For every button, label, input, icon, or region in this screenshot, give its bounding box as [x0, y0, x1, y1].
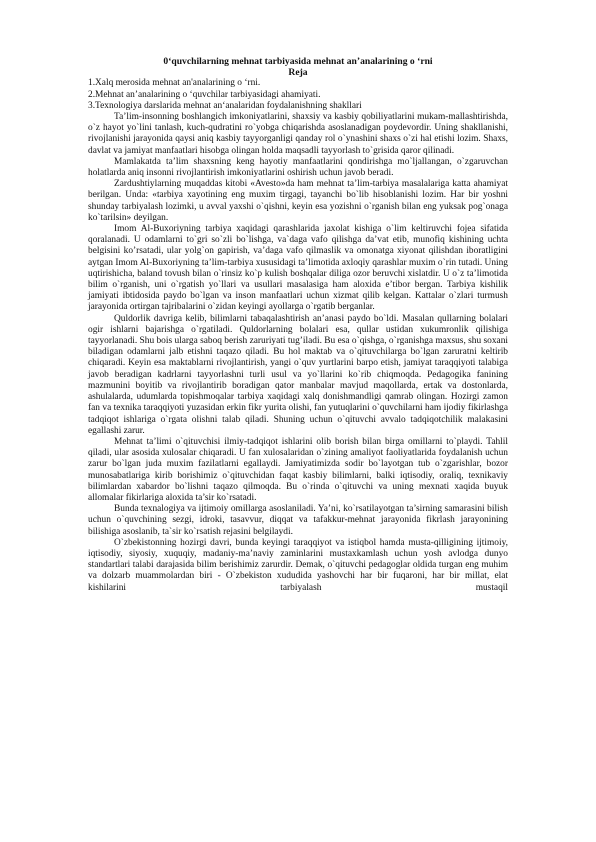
plan-item: 3.Texnologiya darslarida mehnat an‘analaridan foydalanishning shakllari	[88, 100, 362, 111]
paragraph: Mehnat ta’limi o`qituvchisi ilmiy-tadqiqot ishlarini olib borish bilan birga omillarni to`playdi. Tahlil qiladi, ular asosida xulosalar chiqaradi. U fan xulosalaridan o`zining amaliyot faoliyatlarida foydalanish uchun zarur bo`lgan juda muxim fazilatlarni egallaydi. Jamiyatimizda sodir bo`layotgan tub o`zgarishlar, bozor munosabatlariga kirib borishimiz o`qituvchidan faqat kasbiy bilimlarni, balki iqtisodiy, oraliq, texnikaviy bilimlardan xabardor bo`lishni taqazo qilmoqda. Bu o`rinda o`qituvchi va uning mexnati xaqida buyuk allomalar fikirlariga aloxida ta’sir ko`rsatadi.	[88, 436, 508, 503]
plan-item: 1.Xalq merosida mehnat an'analarining o ‘rni.	[88, 78, 261, 89]
paragraph: Bunda texnalogiya va ijtimoiy omillarga asoslaniladi. Ya’ni, ko`rsatilayotgan ta’sirning samarasini bilish uchun o`quvchining sezgi, idroki, tasavvur, diqqat va tafakkur-mehnat jarayonida fikrlash jarayonining bilishiga asoslanib, ta`sir ko`rsatish rejasini belgilaydi.	[88, 504, 508, 537]
document-page	[88, 56, 508, 594]
paragraph: Imom Al-Buxoriyning tarbiya xaqidagi qarashlarida jaxolat kishiga o`lim keltiruvchi fojea sifatida qoralanadi. U odamlarni to`gri so`zli bo`lishga, va`daga vafo qilishga da’vat etib, munofiq kishining uchta belgisini ko’rsatadi, ular yolg`on gapirish, va’daga vafo qilmaslik va omonatga xiyonat qilishdan iboratligini aytgan Imom Al-Buxoriyning ta’lim-tarbiya xususidagi ta’limotida axloqiy qarashlar muxim o`rin tutadi. Uning uqtirishicha, baland tovush bilan o`rinsiz ko`p kulish boshqalar diliga ozor beruvchi xislatdir. U o`z ta’limotida bilim o`rganish, uni o`rgatish yo`llari va usullari masalasiga ham aloxida e’tibor bergan. Tarbiya kishilik jamiyati ibtidosida paydo bo`lgan va inson manfaatlari uchun xizmat qilib kelgan. Kattalar o`zlari turmush jarayonida ortirgan tajribalarini o`zidan keyingi ayollarga o`rgatib berganlar.	[88, 224, 508, 313]
paragraph: Ta’lim-insonning boshlangich imkoniyatlarini, shaxsiy va kasbiy qobiliyatlarini mukam-mallashtirishda, o`z hayot yo`lini tanlash, kuch-qudratini ro`yobga chiqarishda asoslanadigan poydevordir. Uning shakllanishi, rivojlanishi jarayonida qaysi aniq kasbiy tayyorganligi qanday rol o`ynashini shaxs o`zi hal etishi lozim. Shaxs, davlat va jamiyat manfaatlari hisobga olingan holda maqsadli tayyorlash to`grisida qaror qilinadi.	[88, 112, 508, 156]
paragraph: Mamlakatda ta’lim shaxsning keng hayotiy manfaatlarini qondirishga mo`ljallangan, o`zgaruvchan holatlarda aniq insonni rivojlantirish imkoniyatlarini oshirish uchun javob beradi.	[88, 156, 508, 179]
plan-item: 2.Mehnat an’analarining o ‘quvchilar tarbiyasidagi ahamiyati.	[88, 89, 321, 100]
paragraph: Zardushtiylarning muqaddas kitobi «Avesto»da ham mehnat ta’lim-tarbiya masalalariga katta ahamiyat berilgan. Unda: «tarbiya xayotining eng muxim tirgagi, tayanchi bo`lib hisoblanishi lozim. Har bir yoshni shunday tarbiyalash lozimki, u avval yaxshi o`qishni, keyin esa yozishni o`rganish bilan eng yuksak pog`onaga ko`tarilsin» deyilgan.	[88, 179, 508, 223]
plan-list	[88, 78, 508, 112]
plan-heading: Reja	[288, 67, 308, 79]
body-text	[88, 112, 508, 594]
paragraph: O`zbekistonning hozirgi davri, bunda keyingi taraqqiyot va istiqbol hamda musta-qilligining ijtimoiy, iqtisodiy, siyosiy, xuquqiy, madaniy-ma’naviy zaminlarini mustaxkamlash uchun yosh avlodga dunyo standartlari talabi darajasida bilim berishimiz zarurdir. Demak, o`qituvchi pedagoglar oldida turgan eng muhim va dolzarb muammolardan biri - O`zbekiston xududida yashovchi har bir fuqaroni, har bir millat, elat kishilarini tarbiyalash mustaqil	[88, 537, 508, 593]
paragraph: Quldorlik davriga kelib, bilimlarni tabaqalashtirish an’anasi paydo bo`ldi. Masalan qullarning bolalari ogir ishlarni bajarishga o`rgatiladi. Quldorlarning bolalari esa, qullar ustidan xukumronlik qilishiga tayyorlanadi. Shu bois ularga saboq berish zaruriyati tug’iladi. Bu esa o`qishga, o`rganishga maxsus, shu soxani biladigan odamlarni jalb etishni taqazo qiladi. Bu hol maktab va o`qituvchilarga bo`lgan zaruratni keltirib chiqaradi. Keyin esa maktablarni rivojlantirish, yangi o`quv yurtlarini barpo etish, jamiyat taraqqiyoti talabiga javob beradigan kadrlarni tayyorlashni turli usul va yo`llarini ko`rib chiqmoqda. Pedagogika fanining mazmunini boyitib va rivojlantirib boradigan qator manbalar mavjud maqollarda, ertak va dostonlarda, ashulalarda, udumlarda topishmoqalar tarbiya xaqidagi xalq donishmandligi qamrab olingan. Hozirgi zamon fan va texnika taraqqiyoti yuzasidan erkin fikr yurita olishi, fan yutuqlarini o`quvchilarni ham ijodiy fikirlashga tadqiqot ishlariga o`rgata olishni talab qiladi. Shuning uchun o`qituvchi avvalo tadqiqotchilik malakasini egallashi zarur.	[88, 313, 508, 436]
document-title: 0‘quvchilarning mehnat tarbiyasida mehnat an’analarining o ‘rni	[163, 56, 433, 67]
